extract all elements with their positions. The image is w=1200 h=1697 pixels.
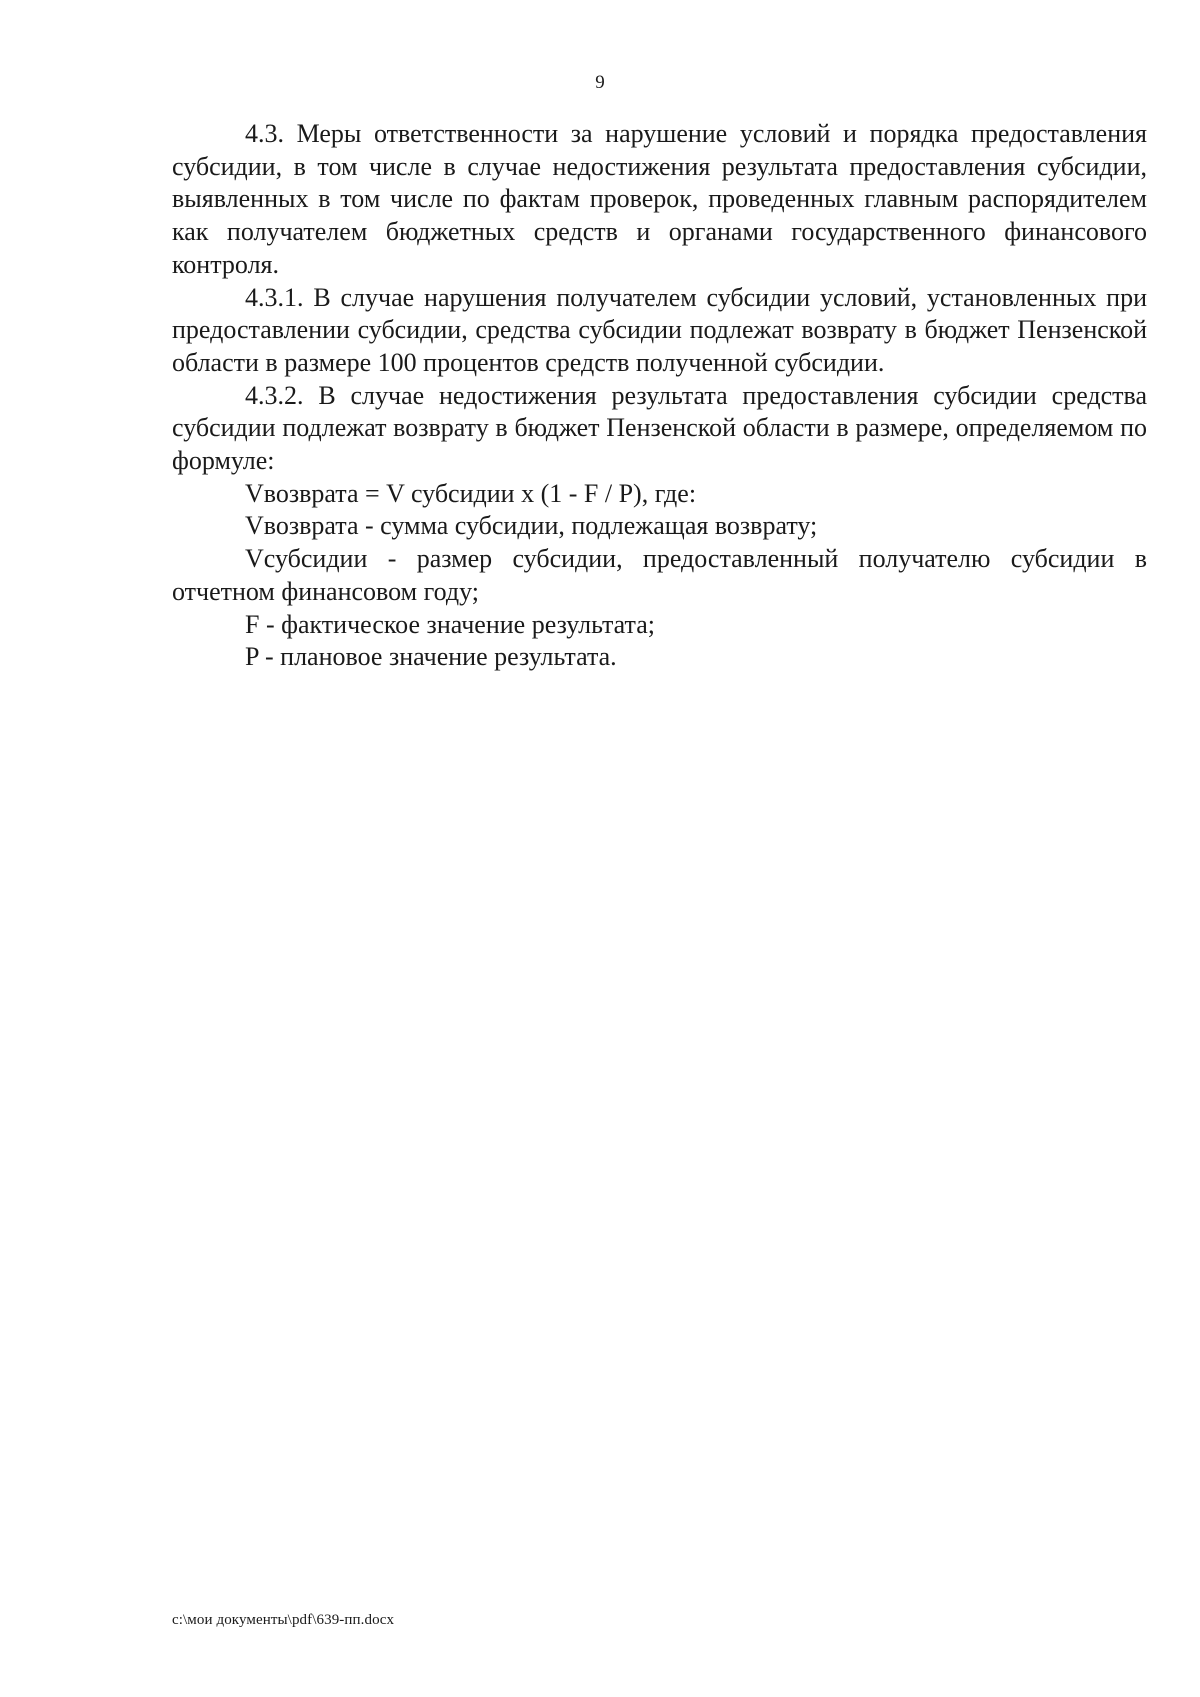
footer-file-path: c:\мои документы\pdf\639-пп.docx bbox=[172, 1612, 395, 1628]
formula-definition-p: P - плановое значение результата. bbox=[245, 642, 617, 672]
document-body bbox=[172, 118, 1147, 674]
paragraph-4-3: 4.3. Меры ответственности за нарушение условий и порядка предоставления субсидии, в том числе в случае недостижения результата предоставления субсидии, выявленных в том числе по фактам проверок, проведенных главным распорядителем как получателем бюджетных средств и органами государственного финансового контроля. bbox=[172, 119, 1147, 279]
page-number: 9 bbox=[595, 72, 605, 93]
formula-definition-v-return: Vвозврата - сумма субсидии, подлежащая возврату; bbox=[245, 511, 818, 541]
paragraph-4-3-1: 4.3.1. В случае нарушения получателем субсидии условий, установленных при предоставлении субсидии, средства субсидии подлежат возврату в бюджет Пензенской области в размере 100 процентов средств полученной субсидии. bbox=[172, 282, 1147, 377]
paragraph-4-3-2: 4.3.2. В случае недостижения результата предоставления субсидии средства субсидии подлежат возврату в бюджет Пензенской области в размере, определяемом по формуле: bbox=[172, 380, 1147, 476]
formula-line: Vвозврата = V субсидии x (1 - F / P), где: bbox=[245, 478, 697, 508]
formula-definition-f: F - фактическое значение результата; bbox=[245, 609, 655, 639]
formula-definition-v-subsidy: Vсубсидии - размер субсидии, предоставленный получателю субсидии в отчетном финансовом году; bbox=[172, 544, 1147, 606]
